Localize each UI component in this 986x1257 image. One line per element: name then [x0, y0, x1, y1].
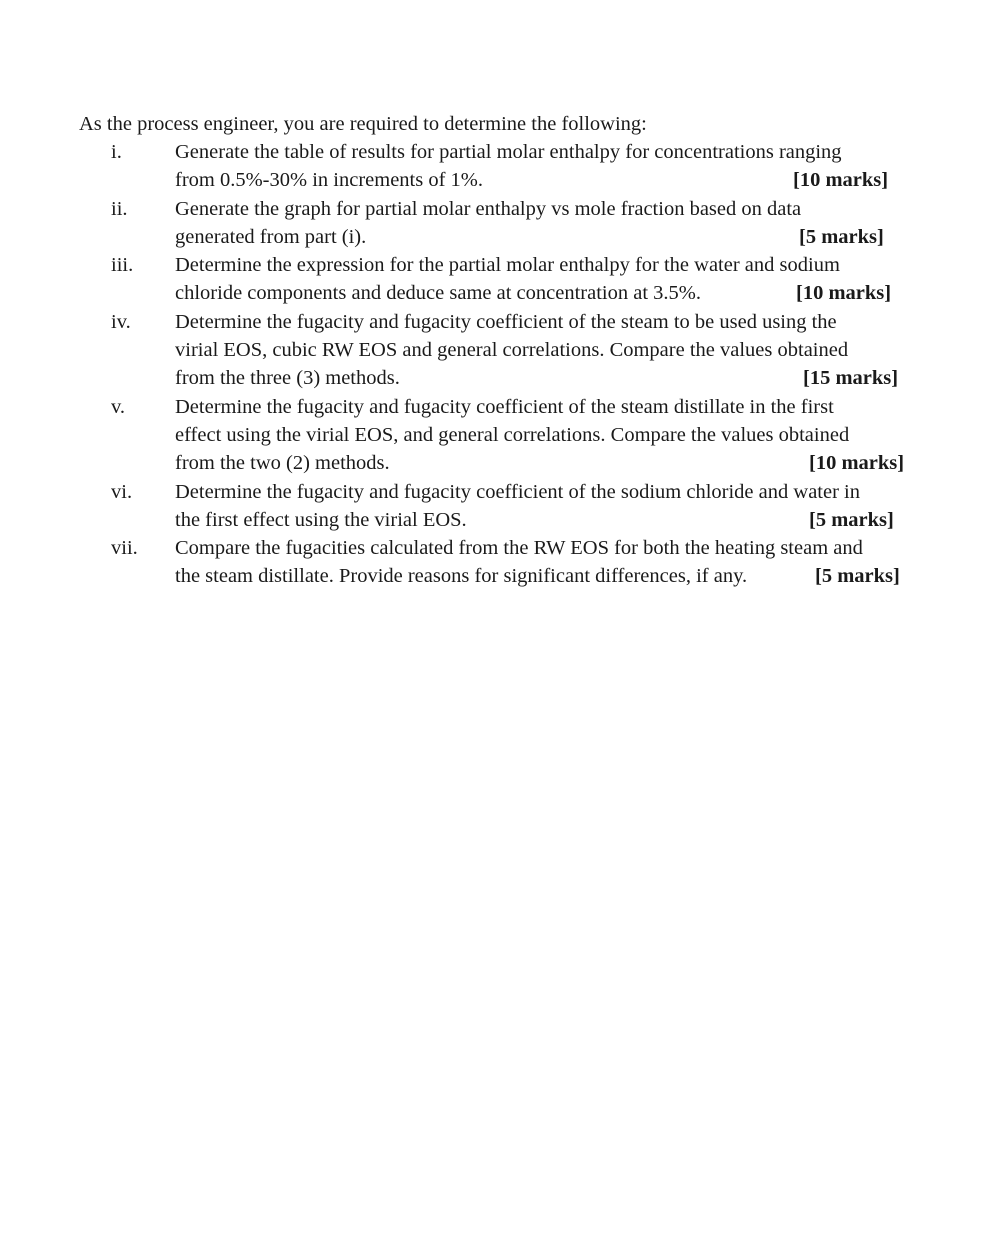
question-line-last: [175, 364, 986, 392]
question-v: [0, 393, 986, 478]
question-ii: [0, 195, 986, 252]
marks-label: [10 marks]: [809, 452, 905, 475]
question-line: Generate the graph for partial molar enthalpy vs mole fraction based on data: [175, 197, 802, 220]
question-line-last: [175, 279, 986, 307]
question-numeral: ii.: [111, 197, 128, 220]
question-iv: [0, 308, 986, 393]
question-line: generated from part (i).: [175, 225, 367, 248]
question-line: Compare the fugacities calculated from the RW EOS for both the heating steam and: [175, 537, 863, 560]
marks-label: [5 marks]: [799, 225, 884, 248]
marks-label: [10 marks]: [793, 169, 889, 192]
question-line: Determine the fugacity and fugacity coefficient of the sodium chloride and water in: [175, 480, 860, 503]
question-line: the first effect using the virial EOS.: [175, 508, 467, 531]
question-vi: [0, 478, 986, 535]
question-line: from the two (2) methods.: [175, 452, 390, 475]
marks-label: [10 marks]: [796, 282, 892, 305]
question-line-last: [175, 166, 986, 194]
question-line: Determine the fugacity and fugacity coefficient of the steam distillate in the first: [175, 395, 834, 418]
question-line: from 0.5%-30% in increments of 1%.: [175, 169, 483, 192]
question-iii: [0, 251, 986, 308]
question-numeral: vi.: [111, 480, 133, 503]
question-numeral: iii.: [111, 254, 134, 277]
question-line: the steam distillate. Provide reasons for significant differences, if any.: [175, 565, 748, 588]
marks-label: [15 marks]: [803, 367, 899, 390]
marks-label: [5 marks]: [809, 508, 894, 531]
intro-text: As the process engineer, you are required to determine the following:: [79, 113, 647, 135]
question-numeral: v.: [111, 395, 126, 418]
question-line: from the three (3) methods.: [175, 367, 400, 390]
question-vii: [0, 534, 986, 591]
question-line-last: [175, 449, 986, 477]
question-line: virial EOS, cubic RW EOS and general correlations. Compare the values obtained: [175, 339, 849, 362]
question-numeral: iv.: [111, 310, 131, 333]
question-line-last: [175, 223, 986, 251]
question-line: Determine the fugacity and fugacity coefficient of the steam to be used using the: [175, 310, 837, 333]
question-line: chloride components and deduce same at concentration at 3.5%.: [175, 282, 701, 305]
question-i: [0, 138, 986, 195]
question-line: Generate the table of results for partial molar enthalpy for concentrations ranging: [175, 141, 842, 163]
question-numeral: vii.: [111, 537, 138, 560]
question-line: effect using the virial EOS, and general correlations. Compare the values obtained: [175, 423, 850, 446]
question-numeral: i.: [111, 141, 122, 163]
question-list: [0, 138, 986, 591]
marks-label: [5 marks]: [815, 565, 900, 588]
question-line-last: [175, 506, 986, 534]
question-line-last: [175, 562, 986, 590]
question-line: Determine the expression for the partial molar enthalpy for the water and sodium: [175, 254, 840, 277]
